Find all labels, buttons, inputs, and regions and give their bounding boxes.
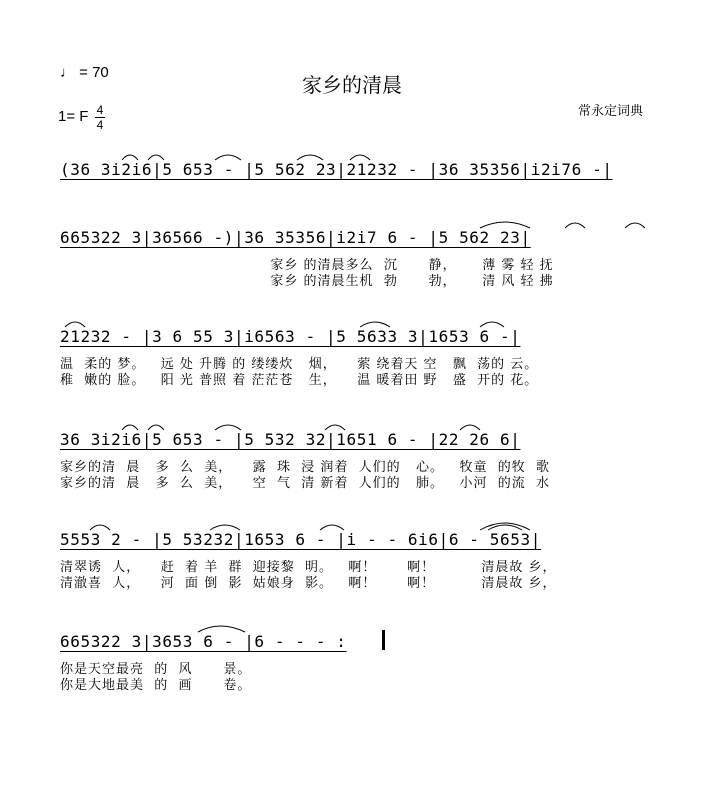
lyric-verse-1: 温 柔的 梦。 远 处 升腾 的 缕缕炊 烟， 萦 绕着天 空 飘 荡的 云。 [60, 357, 539, 372]
lyric-verse-1: 清翠诱 人， 赶 着 羊 群 迎接黎 明。 啊！ 啊！ 清晨故 乡， [60, 560, 557, 575]
time-signature-bottom: 4 [96, 118, 104, 132]
time-signature [95, 104, 105, 131]
lyric-verse-2: 家乡 的清晨生机 勃 勃， 清 风 轻 拂 [60, 274, 554, 289]
notation-line: (36 3i2i6|5 653 - |5 562 23|21232 - |36 35356|i2i76 -| [60, 160, 613, 179]
lyric-verse-1: 家乡的清 晨 多 么 美， 露 珠 浸 润着 人们的 心。 牧童 的牧 歌 [60, 460, 550, 475]
notation-line: 665322 3|3653 6 - |6 - - - : [60, 632, 347, 651]
lyric-verse-2: 你是大地最美 的 画 卷。 [60, 678, 252, 693]
author-credit: 常永定词典 [578, 104, 644, 119]
lyric-verse-1: 家乡 的清晨多么 沉 静， 薄 雾 轻 抚 [60, 258, 554, 273]
time-signature-top: 4 [96, 103, 104, 117]
lyric-verse-2: 稚 嫩的 脸。 阳 光 普照 着 茫茫苍 生， 温 暖着田 野 盛 开的 花。 [60, 373, 539, 388]
lyric-verse-1: 你是天空最亮 的 风 景。 [60, 662, 252, 677]
lyric-verse-2: 家乡的清 晨 多 么 美， 空 气 清 新着 人们的 肺。 小河 的流 水 [60, 476, 550, 491]
lyric-verse-2: 清澈喜 人， 河 面 倒 影 姑娘身 影。 啊！ 啊！ 清晨故 乡， [60, 576, 557, 591]
notation-line: 36 3i2i6|5 653 - |5 532 32|1651 6 - |22 26 6| [60, 430, 521, 449]
song-title: 家乡的清晨 [302, 73, 402, 97]
final-barline [382, 630, 385, 650]
key-signature: 1= F [58, 108, 89, 125]
notation-line: 21232 - |3 6 55 3|i6563 - |5 5633 3|1653 6 -| [60, 327, 521, 346]
tempo-marking: ♩ = 70 [60, 64, 109, 81]
notation-line: 665322 3|36566 -)|36 35356|i2i7 6 - |5 562 23| [60, 228, 531, 247]
notation-line: 5553 2 - |5 53232|1653 6 - |i - - 6i6|6 - 5653| [60, 530, 541, 549]
